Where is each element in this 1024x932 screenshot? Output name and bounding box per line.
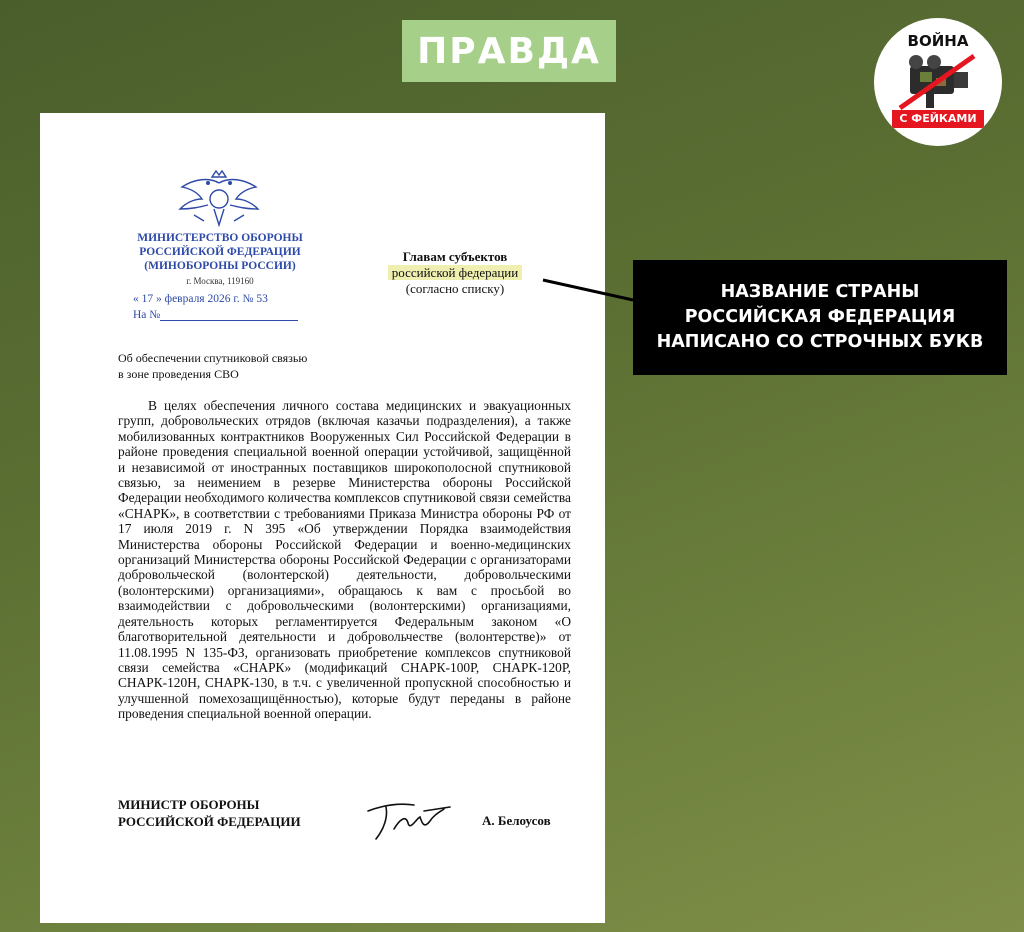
- logo-top-text: ВОЙНА: [907, 32, 969, 50]
- document-body: В целях обеспечения личного состава медицинских и эвакуационных групп, добровольческих отрядов (включая казачьи подразделения), а также мобилизованных контрактников Вооруженных Сил Российской Федерации в районе проведения специальной военной операции устойчивой, защищённой и независимой от иностранных поставщиков широкополосной спутниковой связью, за неимением в резерве Министерства обороны Российской Федерации необходимого количества комплексов спутниковой связи семейства «СНАРК», в соответствии с требованиями Приказа Министра обороны РФ от 17 июля 2019 г. N 395 «Об утверждении Порядка взаимодействия Министерства обороны Российской Федерации и военно-медицинских организаций Министерства обороны Российской Федерации с организаторами добровольческой (волонтерской) деятельности, добровольческими (волонтерскими) организациями», обращаюсь к вам с просьбой во взаимодействии с добровольческими (волонтерскими) организациями, деятельность которых регламентируется Федеральным законом «О благотворительной деятельности и добровольчестве (волонтерстве)» от 11.08.1995 N 135-ФЗ, организовать приобретение комплексов спутниковой связи семейства «СНАРК» (модификаций СНАРК-100Р, СНАРК-120Р, СНАРК-120Н, СНАРК-130, в т.ч. с увеличенной пропускной способностью и улучшенной помехозащищённостью), которые будут переданы в районе проведения специальной военной операции.: [118, 398, 571, 722]
- logo-bottom-text: С ФЕЙКАМИ: [892, 110, 984, 128]
- subject-line: Об обеспечении спутниковой связью: [118, 351, 308, 365]
- document-date-number: « 17 » февраля 2026 г. № 53: [133, 293, 268, 305]
- reference-prefix: На №: [133, 309, 161, 321]
- addressee-line-3: (согласно списку): [405, 281, 505, 296]
- addressee-line-1: Главам субъектов: [402, 249, 508, 264]
- verdict-banner: ПРАВДА: [402, 20, 616, 82]
- signatory-name: А. Белоусов: [482, 813, 551, 828]
- callout-line: РОССИЙСКАЯ ФЕДЕРАЦИЯ: [684, 307, 956, 327]
- ministry-line: (МИНОБОРОНЫ РОССИИ): [144, 260, 296, 272]
- signatory-title-line: РОССИЙСКОЙ ФЕДЕРАЦИИ: [118, 814, 301, 829]
- ministry-line: РОССИЙСКОЙ ФЕДЕРАЦИИ: [139, 246, 301, 258]
- callout-line: НАЗВАНИЕ СТРАНЫ: [720, 282, 920, 302]
- subject-line: в зоне проведения СВО: [118, 367, 239, 381]
- ministry-line: МИНИСТЕРСТВО ОБОРОНЫ: [137, 232, 303, 244]
- annotation-callout: [633, 260, 1007, 375]
- highlighted-lowercase-country: российской федерации: [388, 265, 522, 280]
- callout-line: НАПИСАНО СО СТРОЧНЫХ БУКВ: [656, 332, 984, 352]
- signatory-title-line: МИНИСТР ОБОРОНЫ: [118, 797, 260, 812]
- city-address: г. Москва, 119160: [186, 276, 254, 286]
